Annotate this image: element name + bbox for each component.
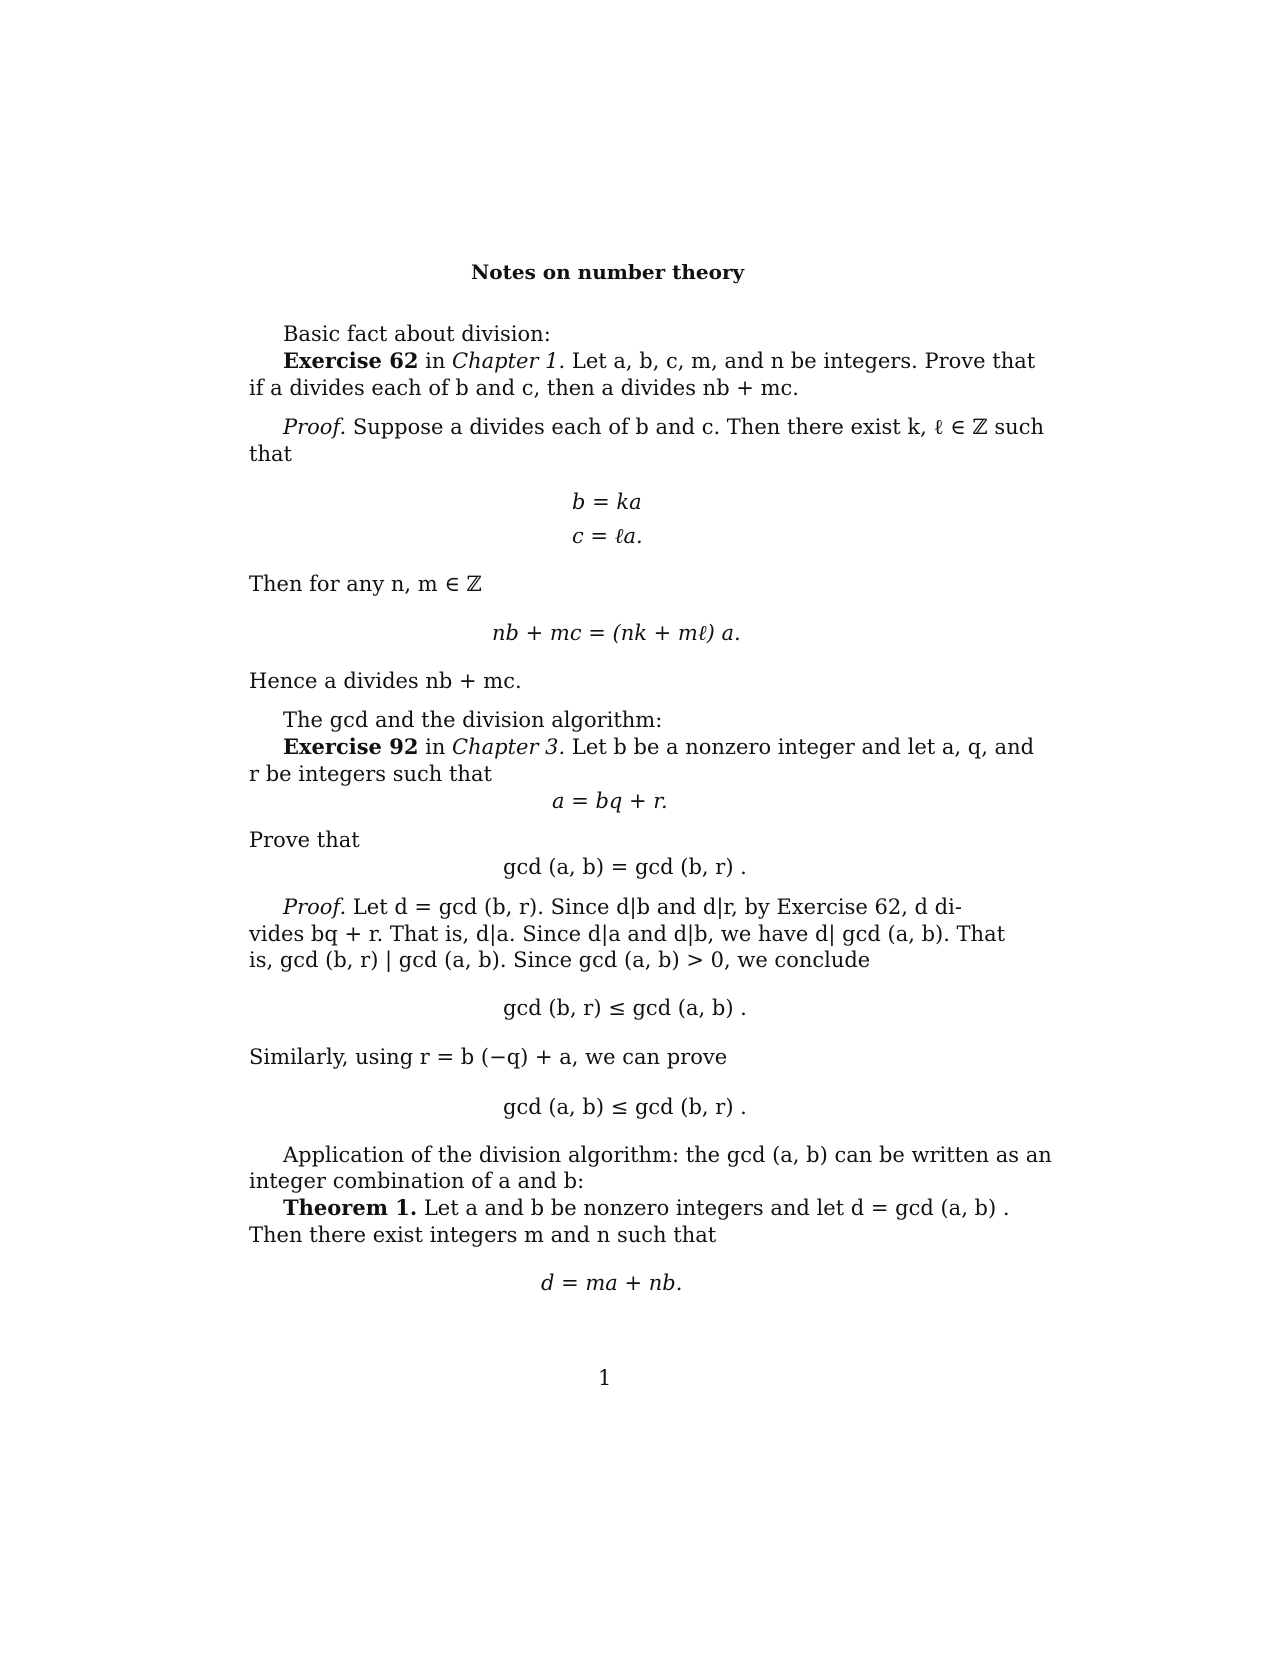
- exercise-92-statement: [283, 733, 1034, 761]
- proof-1-text: Suppose a divides each of b and c. Then there exist k, ℓ ∈ ℤ such: [346, 415, 1044, 439]
- equation-gcd-br-le-ab: gcd (b, r) ≤ gcd (a, b) .: [503, 996, 747, 1020]
- hence-line: Hence a divides nb + mc.: [249, 669, 522, 693]
- similarly-line: Similarly, using r = b (−q) + a, we can prove: [249, 1045, 728, 1069]
- application-line1: Application of the division algorithm: the gcd (a, b) can be written as an: [283, 1143, 1052, 1167]
- equation-gcd-ab-le-br: gcd (a, b) ≤ gcd (b, r) .: [503, 1095, 747, 1119]
- page-title: Notes on number theory: [471, 260, 745, 284]
- section2-intro: The gcd and the division algorithm:: [283, 708, 663, 732]
- prove-that-line: Prove that: [249, 828, 360, 852]
- page-number: 1: [598, 1366, 612, 1390]
- theorem-label: Theorem 1.: [283, 1195, 418, 1220]
- equation-d-ma-nb: d = ma + nb.: [541, 1271, 683, 1295]
- equation-gcd-equal: gcd (a, b) = gcd (b, r) .: [503, 855, 747, 879]
- equation-c-la: c = ℓa.: [572, 524, 643, 548]
- equation-b-ka: b = ka: [572, 490, 642, 514]
- exercise-92-line2: r be integers such that: [249, 762, 492, 786]
- exercise-92-label: Exercise 92: [283, 734, 419, 759]
- exercise-62-statement: [283, 347, 1035, 375]
- proof-1-line1: [283, 413, 1044, 441]
- chapter-3-ref: Chapter 3.: [452, 735, 566, 759]
- proof-2-line1: [283, 893, 962, 921]
- exercise-92-text: Let b be a nonzero integer and let a, q, and: [565, 735, 1035, 759]
- proof-2-line3: is, gcd (b, r) | gcd (a, b). Since gcd (a, b) > 0, we conclude: [249, 948, 871, 972]
- application-line2: integer combination of a and b:: [249, 1169, 585, 1193]
- proof-label: Proof.: [283, 415, 347, 439]
- exercise-62-text: Let a, b, c, m, and n be integers. Prove that: [565, 349, 1036, 373]
- proof-label: Proof.: [283, 895, 347, 919]
- equation-nb-mc: nb + mc = (nk + mℓ) a.: [492, 621, 741, 645]
- theorem-1-text: Let a and b be nonzero integers and let d = gcd (a, b) .: [417, 1196, 1010, 1220]
- exercise-62-label: Exercise 62: [283, 348, 419, 373]
- chapter-1-ref: Chapter 1.: [452, 349, 566, 373]
- theorem-1-line1: [283, 1194, 1010, 1222]
- then-for-any-line: Then for any n, m ∈ ℤ: [249, 572, 482, 596]
- in-word: in: [418, 735, 453, 759]
- proof-2-line2: vides bq + r. That is, d|a. Since d|a and d|b, we have d| gcd (a, b). That: [249, 922, 1006, 946]
- equation-a-bq-r: a = bq + r.: [552, 789, 668, 813]
- theorem-1-line2: Then there exist integers m and n such that: [249, 1223, 717, 1247]
- in-word: in: [418, 349, 453, 373]
- section1-intro: Basic fact about division:: [283, 322, 551, 346]
- proof-1-line2: that: [249, 442, 292, 466]
- exercise-62-line2: if a divides each of b and c, then a divides nb + mc.: [249, 376, 799, 400]
- proof-2-text: Let d = gcd (b, r). Since d|b and d|r, by Exercise 62, d di-: [346, 895, 962, 919]
